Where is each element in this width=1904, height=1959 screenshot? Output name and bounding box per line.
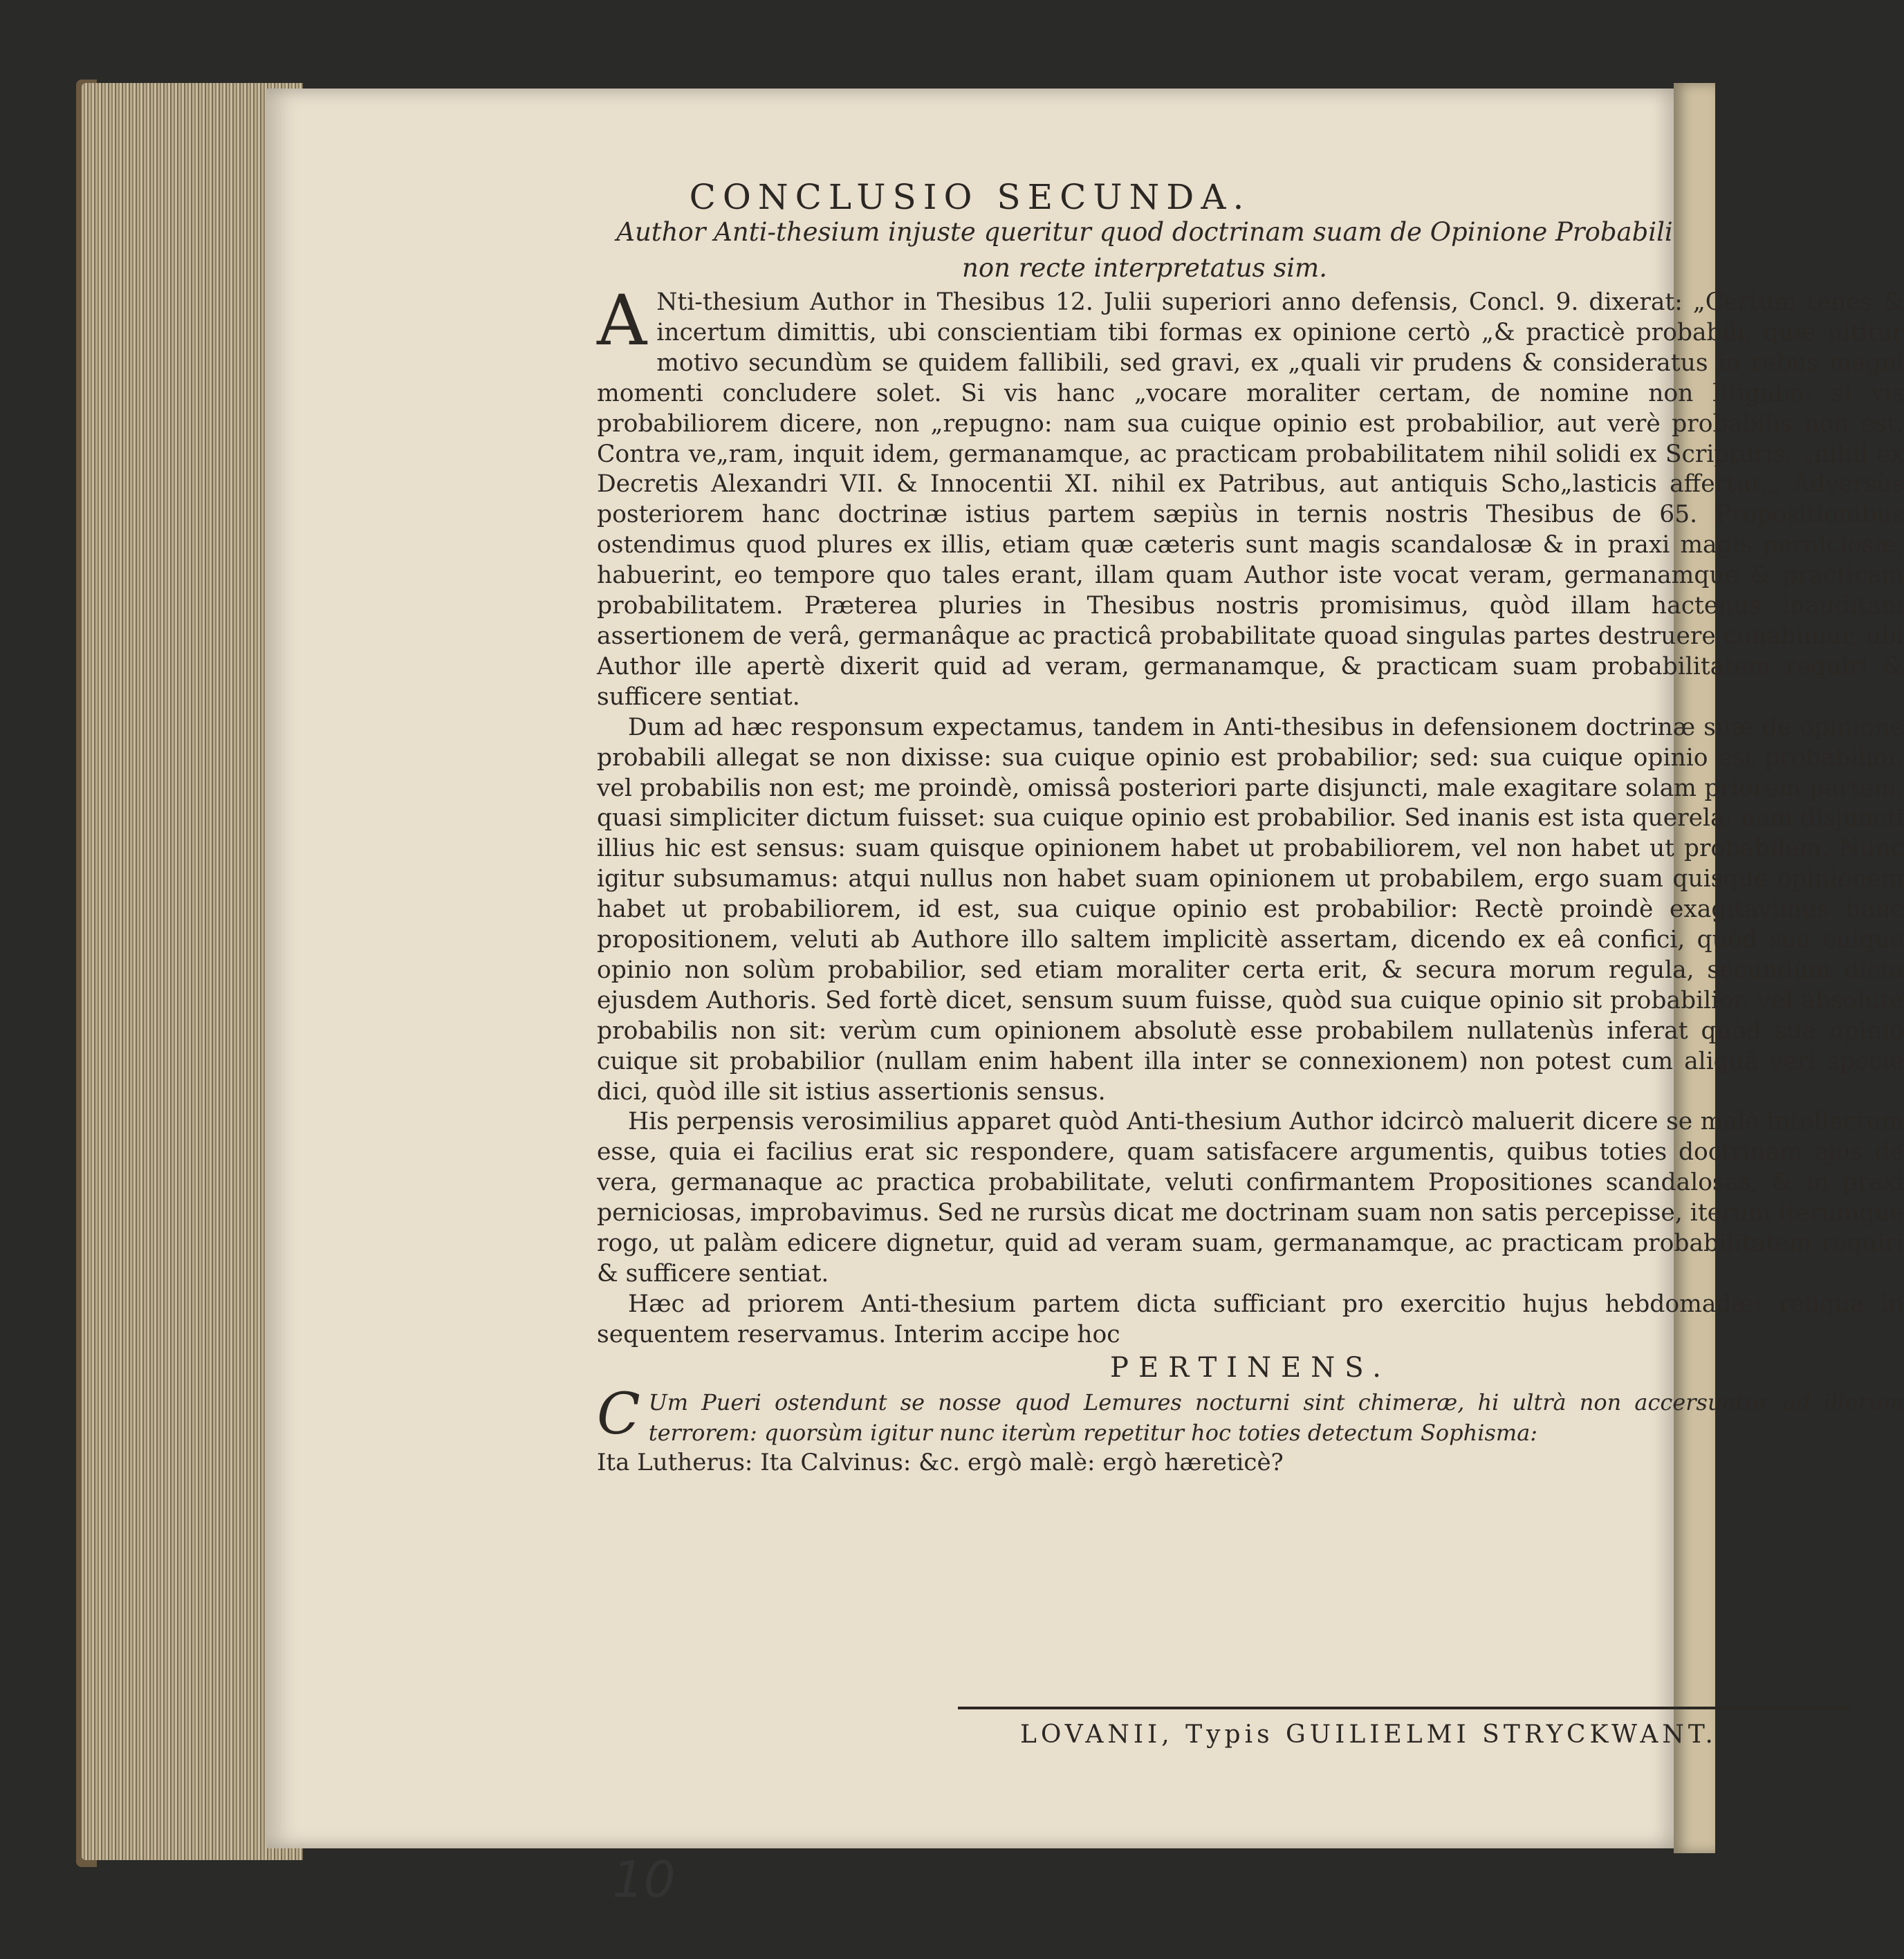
pertinens-paragraph <box>597 1381 1904 1449</box>
handwritten-page-number: 10 <box>612 1850 676 1909</box>
paragraph-3-text: His perpensis verosimilius apparet quòd Anti-thesium Author idcircò maluerit dicere se malè intellectum esse, quia ei facilius erat sic respondere, quam satisfacere argumentis, quibus toties doctrinam ejus de vera, germanaque ac practica probabilitate, veluti confirmantem Propositiones scandalosas, & in praxi perniciosas, improbavimus. Sed ne rursùs dicat me doctrinam suam non satis percepisse, iterùm iterumque rogo, ut palàm edicere dignetur, quid ad veram suam, germanamque, ac practicam probabilitatem requiri & sufficere sentiat. <box>597 1108 1904 1288</box>
drop-cap-c: C <box>597 1381 640 1447</box>
page-title: CONCLUSIO SECUNDA. <box>689 177 1251 217</box>
pertinens-last-line <box>597 1448 1904 1478</box>
paragraph-4-text: Hæc ad priorem Anti-thesium partem dicta sufficiant pro exercitio hujus hebdomadæ: reliqua in sequentem reservamus. Interim accipe hoc <box>597 1290 1904 1348</box>
pertinens-text: Um Pueri ostendunt se nosse quod Lemures nocturni sint chimeræ, hi ultrà non accersuntur ad illorum terrorem: quorsùm igitur nunc iterùm repetitur hoc toties detectum Sophisma: <box>648 1389 1904 1446</box>
paragraph-4 <box>597 1290 1904 1350</box>
paragraph-2 <box>597 713 1904 1108</box>
paragraph-3 <box>597 1107 1904 1289</box>
paragraph-1-text: Nti-thesium Author in Thesibus 12. Julii superiori anno defensis, Concl. 9. dixerat: „Certum tenes & incertum dimittis, ubi conscientiam tibi formas ex opinione certò „& practicè probabili, quæ nititur motivo secundùm se quidem fallibili, sed gravi, ex „quali vir prudens & consideratus in rebus magni momenti concludere solet. Si vis hanc „vocare moraliter certam, de nomine non litigabo: si vis probabiliorem dicere, non „repugno: nam sua cuique opinio est probabilior, aut verè probabilis non est. Contra ve„ram, inquit idem, germanamque, ac practicam probabilitatem nihil solidi ex Scripturis, „nihil ex Decretis Alexandri VII. & Innocentii XI. nihil ex Patribus, aut antiquis Scho„lasticis affertur.„ Adversùs posteriorem hanc doctrinæ istius partem sæpiùs in ternis nostris Thesibus de 65. Propositionibus ostendimus quod plures ex illis, etiam quæ cæteris sunt magis scandalosæ & in praxi magis perniciosæ, habuerint, eo tempore quo tales erant, illam quam Author iste vocat veram, germanamque & practicam probabilitatem. Præterea pluries in Thesibus nostris promisimus, quòd illam hactenus inauditam assertionem de verâ, germanâque ac practicâ probabilitate quoad singulas partes destruere conabimur, ubi Author ille apertè dixerit quid ad veram, germanamque, & practicam suam probabilitatem requiri & sufficere sentiat. <box>597 288 1904 711</box>
imprint-rule <box>958 1707 1850 1709</box>
drop-cap-a: A <box>597 280 647 361</box>
body-text <box>597 280 1904 1478</box>
pertinens-last-line-text: Ita Lutherus: Ita Calvinus: &c. ergò malè: ergò hæreticè? <box>597 1449 1284 1477</box>
pertinens-heading: PERTINENS. <box>1110 1351 1391 1384</box>
paragraph-1 <box>597 280 1904 713</box>
paragraph-2-text: Dum ad hæc responsum expectamus, tandem in Anti-thesibus in defensionem doctrinæ suæ de opinione probabili allegat se non dixisse: sua cuique opinio est probabilior; sed: sua cuique opinio est probabilior, vel probabilis non est; me proindè, omissâ posteriori parte disjuncti, male exagitare solam priorem partem, quasi simpliciter dictum fuisset: sua cuique opinio est probabilior. Sed inanis est ista querela: nam disjuncti illius hic est sensus: suam quisque opinionem habet ut probabiliorem, vel non habet ut probabilem. Nunc igitur subsumamus: atqui nullus non habet suam opinionem ut probabilem, ergo suam quisque opinionem habet ut probabiliorem, id est, sua cuique opinio est probabilior: Rectè proindè exagitavimus hanc propositionem, veluti ab Authore illo saltem implicitè assertam, dicendo ex eâ confici, quòd sua cuique opinio non solùm probabilior, sed etiam moraliter certa erit, & secura morum regula, secundùm dicta ejusdem Authoris. Sed fortè dicet, sensum suum fuisse, quòd sua cuique opinio sit probabilior, vel absolutè probabilis non sit: verùm cum opinionem absolutè esse probabilem nullatenùs inferat quòd sua opinio cuique sit probabilior (nullam enim habent illa inter se connexionem) non potest cum aliquâ veri specie dici, quòd ille sit istius assertionis sensus. <box>597 713 1904 1106</box>
imprint-line: LOVANII, Typis GUILIELMI STRYCKWANT. <box>1020 1720 1717 1749</box>
book-page <box>266 89 1904 1909</box>
page-subtitle: Author Anti-thesium injuste queritur quod doctrinam suam de Opinione Probabili non recte interpretatus sim. <box>616 217 1673 283</box>
